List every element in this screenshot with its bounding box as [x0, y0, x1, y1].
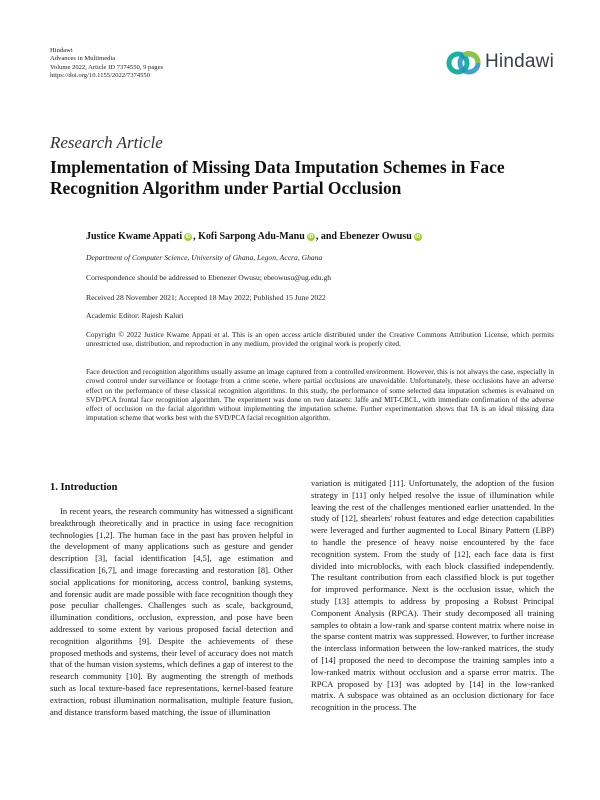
author-separator: , and [315, 231, 340, 242]
journal-name: Advances in Multimedia [50, 55, 116, 63]
publisher-name: Hindawi [50, 47, 73, 54]
section-heading: 1. Introduction [50, 482, 118, 493]
correspondence: Correspondence should be addressed to Ebenezer Owusu; ebeowusu@ug.edu.gh [86, 273, 332, 282]
author-name[interactable]: Ebenezer Owusu [339, 231, 412, 242]
orcid-icon[interactable]: iD [415, 234, 421, 240]
body-text-right-column: variation is mitigated [11]. Unfortunately, the adoption of the fusion strategy in [11] only helped resolve the issue of illumination while leaving the rest of the challenges mentioned earlier unattended. In the study of [12], shearlets' robust features and edge detection capabilities were leveraged and further augmented to Local Binary Pattern (LBP) to handle the presence of heavy noise encountered by the face recognition system. From the study of [12], each face data is first divided into microblocks, with each block classified independently. The resultant contribution from each classified block is put together for improved performance. Next is the occlusion issue, which the study [13] attempts to address by proposing a Robust Principal Component Analysis (RPCA). Their study decomposed all training samples to obtain a low-rank and sparse content matrix where noise in the sparse content matrix was suppressed. However, to further increase the interclass information between the low-ranked matrices, the study of [14] proposed the need to decompose the training samples into a low-ranked matrix without occlusion and a sparse error matrix. The RPCA proposed by [13] was adopted by [14] in the low-ranked matrix. A subspace was obtained as an occlusion dictionary for face recognition in the process. The [311, 478, 554, 713]
volume-line: Volume 2022, Article ID 7374550, 9 pages [50, 63, 164, 71]
author-separator: , [193, 231, 199, 242]
doi-link[interactable]: https://doi.org/10.1155/2022/7374550 [50, 72, 151, 80]
hindawi-logo[interactable] [444, 42, 554, 82]
publication-dates: Received 28 November 2021; Accepted 18 May 2022; Published 15 June 2022 [86, 293, 326, 302]
hindawi-logo-text: Hindawi [485, 51, 554, 72]
orcid-icon[interactable]: iD [308, 234, 314, 240]
author-name[interactable]: Kofi Sarpong Adu-Manu [198, 231, 305, 242]
article-title: Implementation of Missing Data Imputation Schemes in Face Recognition Algorithm under Partial Occlusion [50, 157, 505, 198]
affiliation: Department of Computer Science, University of Ghana, Legon, Accra, Ghana [86, 253, 323, 262]
orcid-icon[interactable]: iD [185, 234, 191, 240]
author-list [86, 231, 423, 242]
article-type: Research Article [50, 133, 163, 152]
academic-editor: Academic Editor: Rajesh Kaluri [86, 311, 184, 320]
hindawi-logo-icon [444, 42, 484, 82]
body-text-left-column: In recent years, the research community has witnessed a significant breakthrough theoretically and in practice in using face recognition technologies [1,2]. The human face in the past has proven helpful in the development of many applications such as gesture and gender description [3], facial identification [4,5], age estimation and classification [6,7], and image forecasting and restoration [8]. Other social applications for monitoring, access control, banking systems, and forensic audit are made possible with face recognition though they pose peculiar challenges. Challenges such as scale, background, illumination conditions, occlusion, expression, and pose have been addressed to some extent by various proposed facial detection and recognition algorithms [9]. Despite the achievements of these proposed methods and systems, their level of accuracy does not match that of the human vision systems, which defines a gap of interest to the research community [10]. By augmenting the strength of methods such as local texture-based face representations, kernel-based feature extraction, robust illumination normalisation, multiple feature fusion, and distance transform based matching, the issue of illumination [50, 506, 293, 717]
journal-info [50, 47, 163, 81]
abstract: Face detection and recognition algorithms usually assume an image captured from a controlled environment. However, this is not always the case, especially in crowd control under surveillance or footage from a crime scene, where partial occlusions are unavoidable. Unfortunately, these occlusions have an adverse effect on the performance of these classical recognition algorithms. In this study, the performance of some selected data imputation schemes is evaluated on SVD/PCA frontal face recognition algorithm. The experiment was done on two datasets: Jaffe and MIT-CBCL, with immediate confirmation of the adverse effect of occlusion on the facial algorithm without implementing the imputation scheme. Further experimentation shows that IA is an ideal missing data imputation scheme that works best with the SVD/PCA facial recognition algorithm. [86, 367, 554, 423]
author-name[interactable]: Justice Kwame Appati [86, 231, 183, 242]
copyright-notice: Copyright © 2022 Justice Kwame Appati et al. This is an open access article distributed under the Creative Commons Attribution License, which permits unrestricted use, distribution, and reproduction in any medium, provided the original work is properly cited. [86, 330, 554, 349]
